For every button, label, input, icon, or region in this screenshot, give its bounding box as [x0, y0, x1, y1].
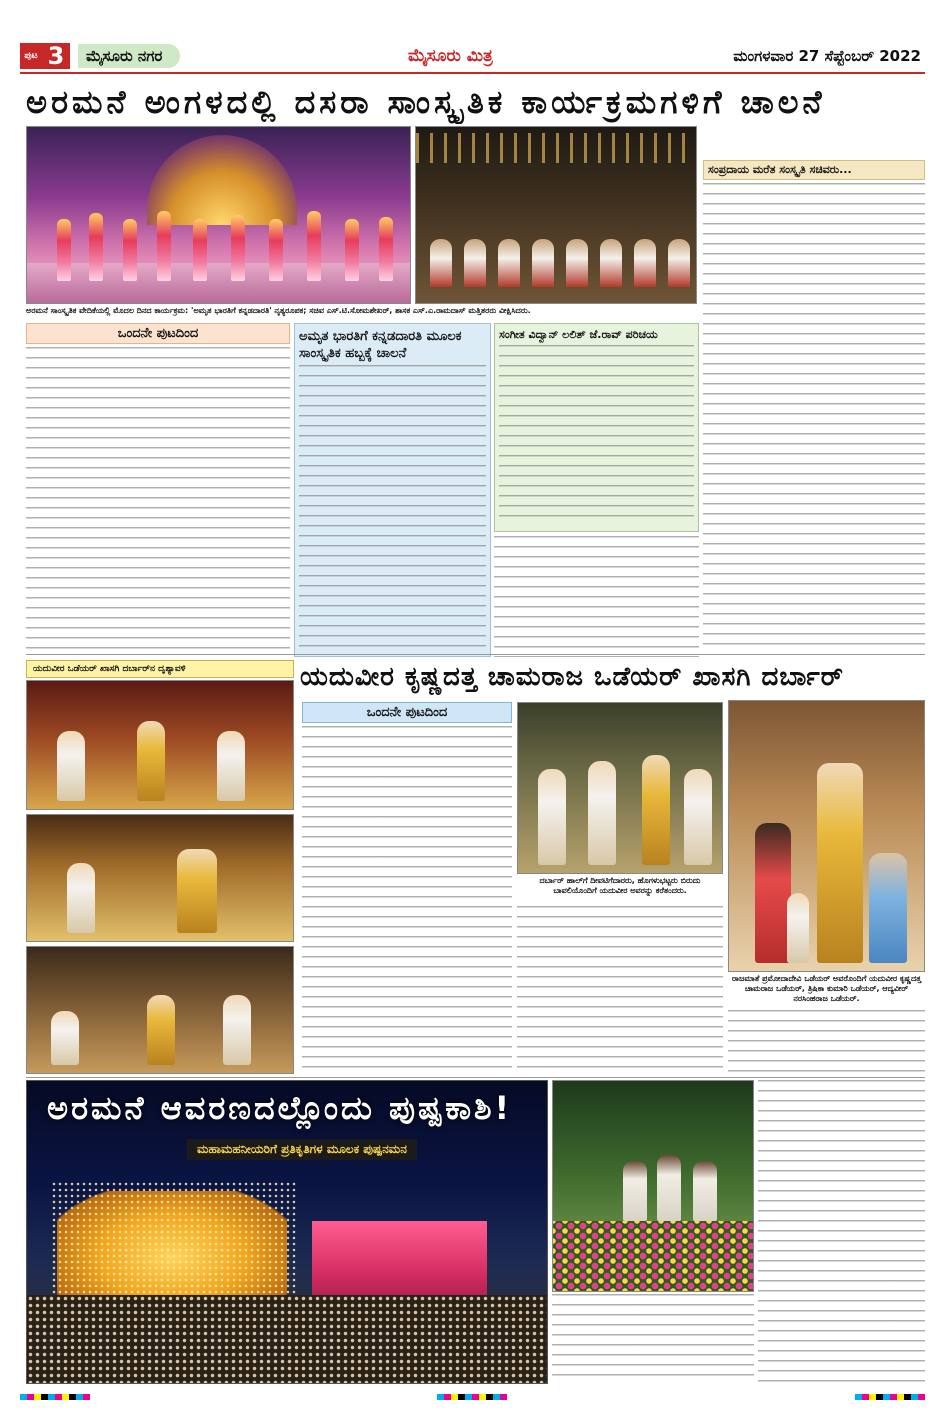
guard-figure: [538, 769, 566, 865]
dignitary-figure: [623, 1161, 647, 1221]
priest-figure: [67, 863, 95, 933]
dignitary-figure: [657, 1155, 681, 1221]
attendant-figure: [217, 731, 245, 801]
illuminated-palace-photo: [26, 1080, 548, 1384]
dancer: [307, 211, 321, 281]
amrutha-heading: ಅಮೃತ ಭಾರತಿಗೆ ಕನ್ನಡದಾರತಿ ಮೂಲಕ ಸಾಂಸ್ಕೃತಿಕ ಹಬ್ಬಕ್ಕೆ ಚಾಲನೆ: [299, 329, 462, 361]
continued-text: [494, 536, 699, 657]
stage-arch: [147, 135, 297, 225]
masthead: [20, 40, 925, 74]
dancer: [157, 211, 171, 281]
flower-article: [552, 1294, 754, 1384]
article-text-block: [299, 365, 486, 651]
dancer: [345, 219, 359, 281]
guard-figure: [588, 761, 616, 865]
paper-name: ಮೈಸೂರು ಮಿತ್ರ: [408, 46, 493, 66]
palace-bulbs: [51, 1181, 296, 1301]
registration-mark: [20, 1394, 90, 1400]
continued-kicker: ಒಂದನೇ ಪುಟದಿಂದ: [302, 702, 512, 723]
dancer: [193, 219, 207, 281]
attendant-figure: [223, 995, 251, 1065]
registration-mark: [855, 1394, 925, 1400]
dancer: [89, 213, 103, 281]
pushpa-subheadline: ಮಹಾಮಹನೀಯರಿಗೆ ಪ್ರತಿಕೃತಿಗಳ ಮೂಲಕ ಪುಷ್ಪನಮನ: [187, 1139, 417, 1160]
section-tab[interactable]: ಮೈಸೂರು ನಗರ: [78, 44, 180, 68]
flower-beds: [553, 1221, 753, 1291]
article-text-block: [302, 726, 512, 1072]
royal-family-photo: [728, 700, 925, 972]
child-figure: [51, 1011, 79, 1065]
golden-throne: [177, 849, 217, 933]
family-caption: ರಾಜಮಾತೆ ಪ್ರಮೋದಾದೇವಿ ಒಡೆಯರ್ ಅವರೊಂದಿಗೆ ಯದುವೀರ ಕೃಷ್ಣದತ್ತ ಚಾಮರಾಜ ಒಡೆಯರ್, ತ್ರಿಷಿಕಾ ಕುಮಾರಿ ಒಡೆಯರ್, ಆದ್ಯವೀರ್ ನರಸಿಂಹರಾಜ ಒಡೆಯರ್.: [731, 974, 922, 1003]
article-text-block: [517, 906, 723, 1074]
seated-guest: [430, 239, 452, 287]
flower-show-inauguration-photo: [552, 1080, 754, 1292]
issue-date: ಮಂಗಳವಾರ 27 ಸೆಪ್ಟೆಂಬರ್ 2022: [733, 47, 921, 65]
profile-article: [494, 323, 699, 532]
dancer: [231, 215, 245, 281]
child-figure: [787, 893, 809, 963]
seated-guest: [600, 239, 622, 287]
darbar-continued: [517, 906, 723, 1074]
flower-article-right: [758, 1080, 925, 1384]
page-number-badge: 3: [42, 43, 70, 69]
continued-article: [26, 323, 290, 657]
seated-guest: [464, 239, 486, 287]
lead-photo-caption: ಅರಮನೆ ಸಾಂಸ್ಕೃತಿಕ ವೇದಿಕೆಯಲ್ಲಿ ಮೊದಲ ದಿನದ ಕಾರ್ಯಕ್ರಮ: 'ಅಮೃತ ಭಾರತಿಗೆ ಕನ್ನಡದಾರತಿ' ನೃತ್ಯರೂಪಕ; ಸಚಿವ ಎಸ್.ಟಿ.ಸೋಮಶೇಖರ್, ಶಾಸಕ ಎಸ್.ಎ.ರಾಮದಾಸ್ ಮತ್ತಿತರರು ವೀಕ್ಷಿಸಿದರು.: [26, 306, 531, 315]
darbar-hall-photo: [26, 946, 294, 1074]
article-text-block: [552, 1294, 754, 1384]
darbar-continued-right: [728, 1010, 925, 1076]
registration-mark: [437, 1394, 507, 1400]
seated-guest: [532, 239, 554, 287]
darbar-headline: ಯದುವೀರ ಕೃಷ್ಣದತ್ತ ಚಾಮರಾಜ ಒಡೆಯರ್ ಖಾಸಗಿ ದರ್ಬಾರ್: [300, 662, 844, 692]
dance-photo: [26, 126, 411, 304]
yaduveer-figure: [817, 763, 863, 963]
family-member: [869, 853, 907, 963]
section-divider: [26, 654, 925, 655]
seated-guest: [668, 239, 690, 287]
page-label: ಪುಟ: [20, 43, 42, 69]
golden-throne-photo: [26, 814, 294, 942]
pushpa-headline: ಅರಮನೆ ಆವರಣದಲ್ಲೊಂದು ಪುಷ್ಪಕಾಶಿ!: [47, 1089, 513, 1127]
dancer: [269, 219, 283, 281]
darbar-ritual-photo: [26, 680, 294, 810]
amrutha-article: [294, 323, 491, 657]
profile-heading: ಸಂಗೀತ ವಿದ್ವಾನ್ ಲಲಿತ್ ಜೆ.ರಾವ್ ಪರಿಚಯ: [499, 328, 658, 341]
article-text-block: [494, 536, 699, 657]
darbar-article: [302, 702, 512, 1074]
guards-caption: ದರ್ಬಾರ್ ಹಾಲ್‌ಗೆ ದೀವಟಿಗೆದಾರರು, ಹೊಗಳುಭಟ್ಟರು ಬಿರುದು ಬಾವಲಿಯೊಂದಿಗೆ ಯದುವೀರ ಅವರನ್ನು ಕರೆತಂದರು.: [539, 876, 701, 895]
royal-figure: [137, 721, 165, 801]
continued-kicker: ಒಂದನೇ ಪುಟದಿಂದ: [26, 323, 290, 344]
lead-headline: ಅರಮನೆ ಅಂಗಳದಲ್ಲಿ ದಸರಾ ಸಾಂಸ್ಕೃತಿಕ ಕಾರ್ಯಕ್ರಮಗಳಿಗೆ ಚಾಲನೆ: [26, 83, 826, 121]
article-text-block: [26, 347, 290, 655]
guard-figure: [684, 769, 712, 865]
seated-guest: [498, 239, 520, 287]
guards-photo: [517, 702, 723, 874]
article-text-block: [728, 1010, 925, 1076]
royal-figure: [642, 755, 670, 865]
article-text-block: [703, 183, 925, 653]
darbar-photo-band: ಯದುವೀರ ಒಡೆಯರ್ ಖಾಸಗಿ ದರ್ಬಾರ್‌ನ ದೃಶ್ಯಾವಳಿ: [26, 660, 294, 678]
dancer: [379, 217, 393, 281]
section-divider: [26, 1077, 925, 1078]
visitor-crowd: [27, 1295, 547, 1383]
dignitary-figure: [693, 1161, 717, 1221]
article-text-block: [758, 1080, 925, 1384]
stage-lights: [416, 133, 696, 163]
priest-figure: [57, 731, 85, 801]
audience-photo: [415, 126, 697, 304]
sampradaya-heading: ಸಂಪ್ರದಾಯ ಮರೆತ ಸಂಸ್ಕೃತಿ ಸಚಿವರು...: [703, 160, 925, 180]
family-member: [755, 823, 791, 963]
sampradaya-article: [703, 160, 925, 657]
dancer: [57, 219, 71, 281]
dancer: [123, 219, 137, 281]
newspaper-page: [20, 40, 925, 1385]
royal-figure: [147, 995, 175, 1065]
seated-guest: [566, 239, 588, 287]
article-text-block: [499, 345, 694, 525]
seated-guest: [634, 239, 656, 287]
